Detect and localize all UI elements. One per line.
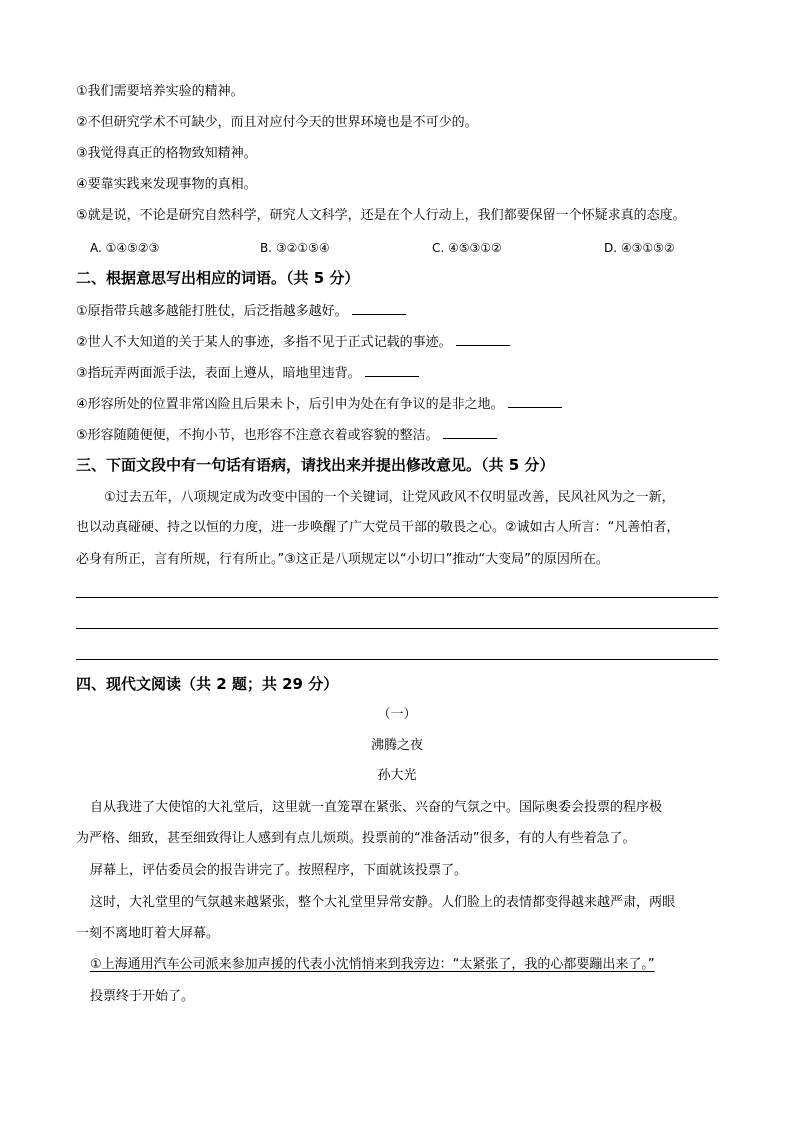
section2-title: 二、根据意思写出相应的词语。（共 5 分） [76, 269, 360, 287]
passage-line-1: ①过去五年，八项规定成为改变中国的一个关键词，让党风政风不仅明显改善，民风社风为之一新， [104, 490, 675, 505]
option-d: D. ④③①⑤② [604, 241, 675, 255]
sentence-2: ②不但研究学术不可缺少，而且对应付今天的世界环境也是不可少的。 [76, 115, 478, 130]
part-label: （一） [377, 707, 417, 722]
answer-blank-3[interactable] [365, 364, 419, 377]
paragraph-line: 一刻不离地盯着大屏幕。 [76, 926, 220, 941]
paragraph-line: 这时，大礼堂里的气氛越来越紧张，整个大礼堂里异常安静。人们脸上的表情都变得越来越严肃，两眼 [90, 895, 676, 910]
paragraph-line: 投票终于开始了。 [90, 989, 195, 1004]
sentence-5: ⑤就是说，不论是研究自然科学，研究人文科学，还是在个人行动上，我们都要保留一个怀疑求真的态度。 [76, 208, 686, 223]
answer-line-1[interactable] [76, 597, 718, 598]
section2-item-3: ③指玩弄两面派手法，表面上遵从，暗地里违背。 [76, 364, 419, 383]
section3-title: 三、下面文段中有一句话有语病，请找出来并提出修改意见。（共 5 分） [76, 456, 555, 474]
answer-blank-5[interactable] [443, 426, 497, 439]
article-author: 孙大光 [377, 768, 417, 783]
paragraph-line: 为严格、细致，甚至细致得让人感到有点儿烦琐。投票前的“准备活动”很多，有的人有些着急了。 [76, 831, 636, 846]
sentence-4: ④要靠实践来发现事物的真相。 [76, 177, 257, 192]
section2-item-1: ①原指带兵越多越能打胜仗，后泛指越多越好。 [76, 302, 406, 321]
answer-line-2[interactable] [76, 628, 718, 629]
option-c: C. ④⑤③①② [432, 241, 502, 255]
answer-line-3[interactable] [76, 659, 718, 660]
option-b: B. ③②①⑤④ [260, 241, 330, 255]
section2-item-2: ②世人不大知道的关于某人的事迹，多指不见于正式记载的事迹。 [76, 333, 510, 352]
underlined-sentence: ①上海通用汽车公司派来参加声援的代表小沈悄悄来到我旁边：“太紧张了，我的心都要蹦出来了。” [90, 957, 655, 972]
article-title: 沸腾之夜 [370, 738, 423, 753]
answer-blank-2[interactable] [456, 333, 510, 346]
answer-blank-4[interactable] [508, 395, 562, 408]
passage-line-3: 必身有所正，言有所规，行有所止。”③这正是八项规定以“小切口”推动“大变局”的原因所在。 [76, 552, 609, 567]
answer-blank-1[interactable] [352, 302, 406, 315]
section2-item-4: ④形容所处的位置非常凶险且后果未卜，后引申为处在有争议的是非之地。 [76, 395, 562, 414]
sentence-1: ①我们需要培养实验的精神。 [76, 84, 244, 99]
sentence-3: ③我觉得真正的格物致知精神。 [76, 146, 257, 161]
section2-item-5: ⑤形容随随便便，不拘小节，也形容不注意衣着或容貌的整洁。 [76, 426, 497, 445]
paragraph-line: 屏幕上，评估委员会的报告讲完了。按照程序，下面就该投票了。 [90, 863, 468, 878]
section4-title: 四、现代文阅读（共 2 题；共 29 分） [76, 675, 339, 693]
passage-line-2: 也以动真碰硬、持之以恒的力度，进一步唤醒了广大党员干部的敬畏之心。②诚如古人所言：“凡善怕者， [76, 520, 680, 535]
paragraph-line: 自从我进了大使馆的大礼堂后，这里就一直笼罩在紧张、兴奋的气氛之中。国际奥委会投票的程序极 [90, 800, 663, 815]
option-a: A. ①④⑤②③ [90, 241, 160, 255]
